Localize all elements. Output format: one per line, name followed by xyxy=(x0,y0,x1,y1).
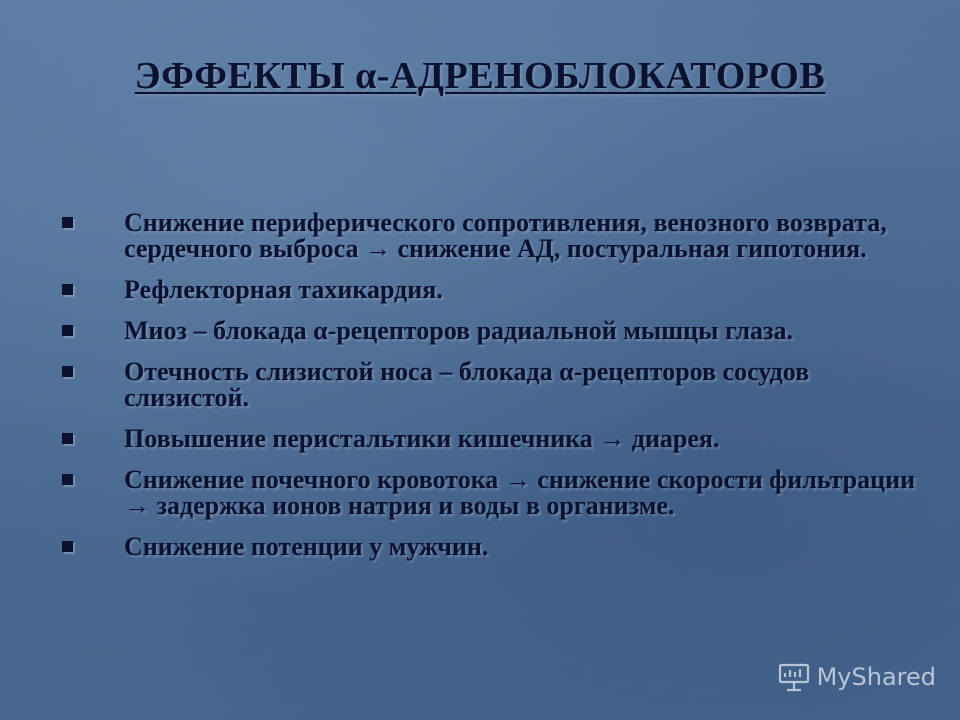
bullet-item xyxy=(60,277,920,303)
square-bullet-icon xyxy=(62,433,73,444)
square-bullet-icon xyxy=(62,474,73,485)
bullet-text: Снижение потенции у мужчин. xyxy=(124,532,489,561)
square-bullet-icon xyxy=(62,325,73,336)
bullet-text: Повышение перистальтики кишечника → диарея. xyxy=(124,424,720,453)
bullet-item xyxy=(60,210,920,262)
bullet-item xyxy=(60,467,920,519)
bullet-text: Рефлекторная тахикардия. xyxy=(124,275,443,304)
slide-title: ЭФФЕКТЫ α-АДРЕНОБЛОКАТОРОВ xyxy=(134,55,826,97)
bullet-text: Снижение периферического сопротивления, венозного возврата, сердечного выброса → снижение АД, постуральная гипотония. xyxy=(124,208,887,263)
square-bullet-icon xyxy=(62,217,73,228)
myshared-watermark xyxy=(777,662,936,692)
square-bullet-icon xyxy=(62,366,73,377)
bullet-item xyxy=(60,426,920,452)
bullet-list xyxy=(60,210,920,575)
square-bullet-icon xyxy=(62,541,73,552)
square-bullet-icon xyxy=(62,284,73,295)
bullet-item xyxy=(60,534,920,560)
bullet-text: Снижение почечного кровотока → снижение скорости фильтрации → задержка ионов натрия и воды в организме. xyxy=(124,465,916,520)
bullet-text: Миоз – блокада α-рецепторов радиальной мышцы глаза. xyxy=(124,316,793,345)
watermark-text: MyShared xyxy=(816,663,936,691)
presentation-board-icon xyxy=(777,662,811,692)
bullet-text: Отечность слизистой носа – блокада α-рецепторов сосудов слизистой. xyxy=(124,357,810,412)
bullet-item xyxy=(60,318,920,344)
bullet-item xyxy=(60,359,920,411)
